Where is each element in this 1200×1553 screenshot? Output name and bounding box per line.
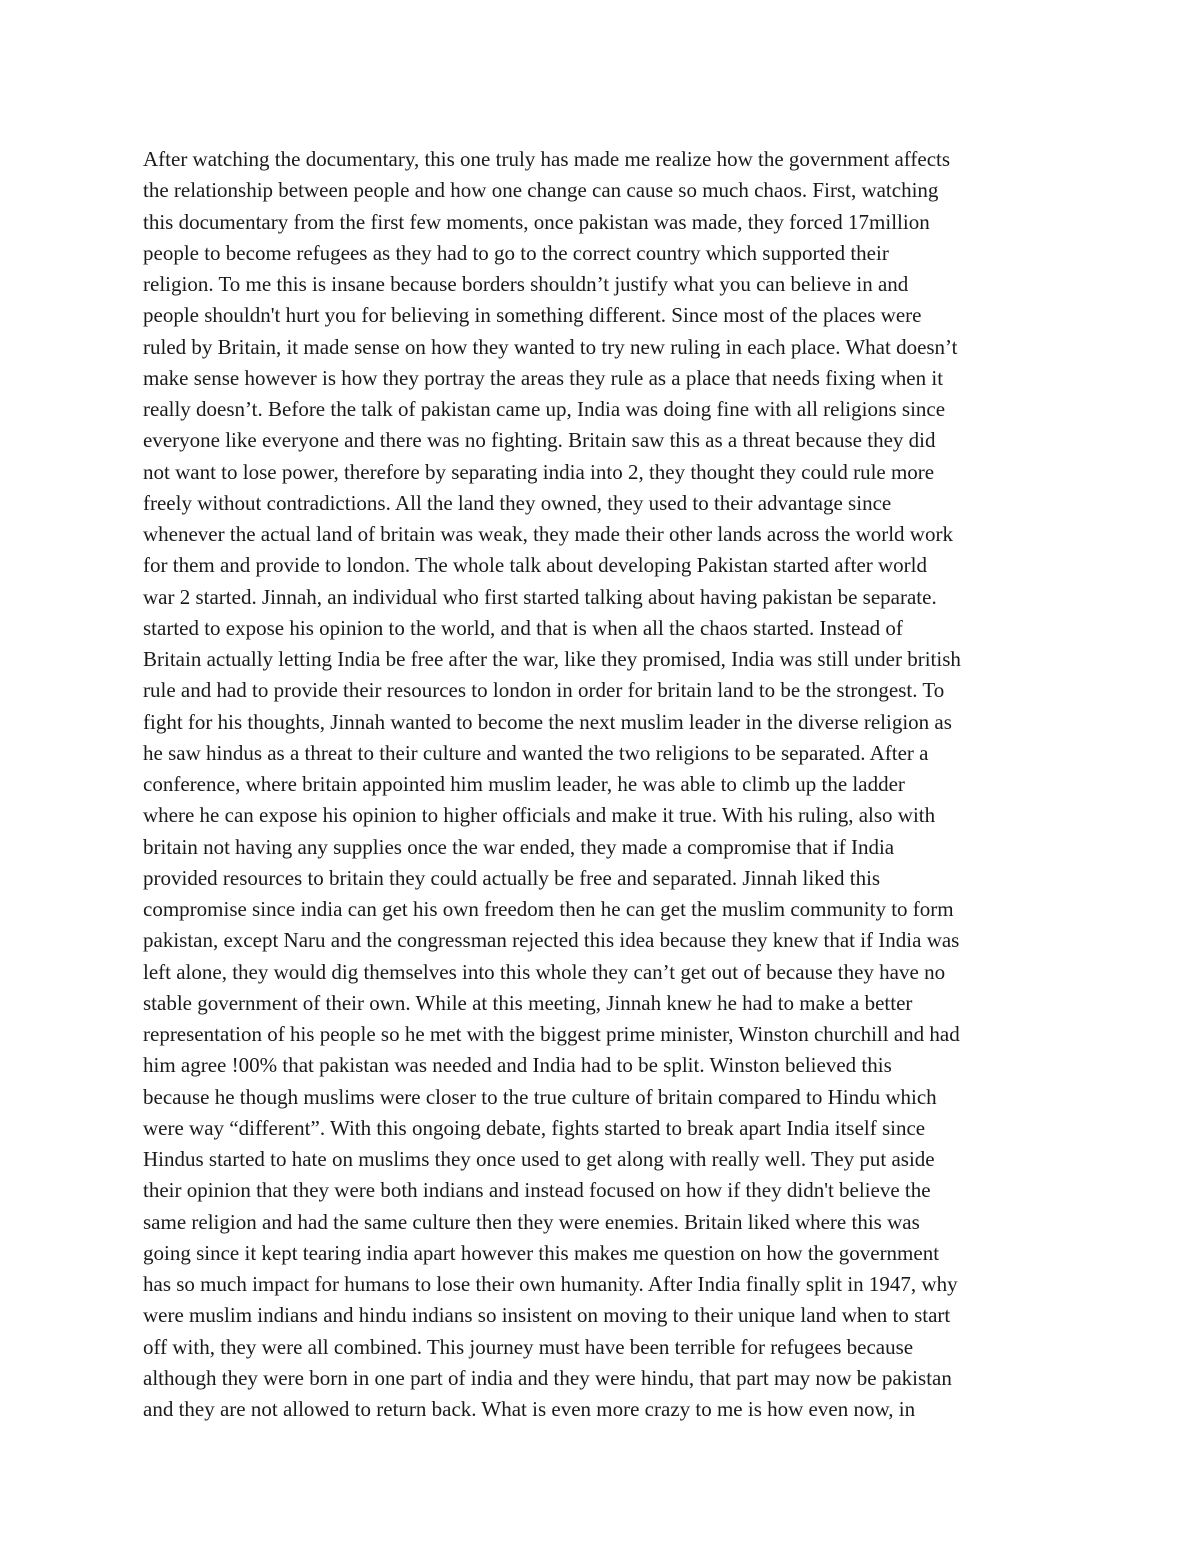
text-line: ruled by Britain, it made sense on how they wanted to try new ruling in each place. What doesn’t [143, 334, 958, 359]
text-line: Britain actually letting India be free after the war, like they promised, India was still under british [143, 647, 961, 671]
text-line: where he can expose his opinion to higher officials and make it true. With his ruling, also with [143, 803, 936, 828]
text-line: religion. To me this is insane because borders shouldn’t justify what you can believe in and [143, 272, 909, 296]
text-line: Hindus started to hate on muslims they once used to get along with really well. They put aside [143, 1147, 935, 1171]
text-line: started to expose his opinion to the world, and that is when all the chaos started. Instead of [143, 615, 903, 640]
text-line: because he though muslims were closer to the true culture of britain compared to Hindu which [143, 1084, 937, 1109]
text-line: although they were born in one part of india and they were hindu, that part may now be pakistan [143, 1365, 952, 1390]
text-line: really doesn’t. Before the talk of pakistan came up, India was doing fine with all religions since [143, 397, 946, 421]
text-line: left alone, they would dig themselves into this whole they can’t get out of because they have no [143, 959, 946, 984]
text-line: rule and had to provide their resources to london in order for britain land to be the strongest. To [143, 678, 945, 703]
text-line: representation of his people so he met with the biggest prime minister, Winston churchill and had [143, 1022, 960, 1046]
text-line: for them and provide to london. The whole talk about developing Pakistan started after world [143, 553, 928, 578]
text-line: same religion and had the same culture then they were enemies. Britain liked where this was [143, 1209, 920, 1234]
text-line: people shouldn't hurt you for believing in something different. Since most of the places were [143, 303, 922, 328]
text-line: pakistan, except Naru and the congressman rejected this idea because they knew that if India was [143, 928, 960, 953]
text-line: not want to lose power, therefore by separating india into 2, they thought they could rule more [143, 459, 935, 484]
text-line: and they are not allowed to return back. What is even more crazy to me is how even now, in [143, 1397, 916, 1421]
text-line: freely without contradictions. All the land they owned, they used to their advantage since [143, 490, 892, 515]
text-line: he saw hindus as a threat to their culture and wanted the two religions to be separated. After a [143, 740, 929, 765]
text-line: fight for his thoughts, Jinnah wanted to become the next muslim leader in the diverse religion as [143, 709, 952, 734]
text-line: their opinion that they were both indians and instead focused on how if they didn't believe the [143, 1178, 931, 1203]
text-line: war 2 started. Jinnah, an individual who first started talking about having pakistan be separate. [143, 584, 937, 609]
text-line: whenever the actual land of britain was weak, they made their other lands across the world work [143, 522, 953, 546]
text-line: has so much impact for humans to lose their own humanity. After India finally split in 1947, why [143, 1272, 958, 1296]
essay-body [143, 144, 1073, 1425]
text-line: provided resources to britain they could actually be free and separated. Jinnah liked this [143, 865, 881, 890]
text-line: him agree !00% that pakistan was needed and India had to be split. Winston believed this [143, 1053, 892, 1078]
text-line: were muslim indians and hindu indians so insistent on moving to their unique land when to start [143, 1303, 951, 1328]
text-line: make sense however is how they portray the areas they rule as a place that needs fixing when it [143, 365, 944, 390]
text-line: stable government of their own. While at this meeting, Jinnah knew he had to make a better [143, 990, 913, 1015]
text-line: everyone like everyone and there was no fighting. Britain saw this as a threat because they did [143, 428, 936, 453]
text-line: britain not having any supplies once the war ended, they made a compromise that if India [143, 834, 895, 859]
text-line: were way “different”. With this ongoing debate, fights started to break apart India itself since [143, 1115, 926, 1140]
text-line: people to become refugees as they had to go to the correct country which supported their [143, 240, 889, 265]
text-line: After watching the documentary, this one truly has made me realize how the government affects [143, 147, 951, 171]
text-line: this documentary from the first few moments, once pakistan was made, they forced 17million [143, 209, 930, 234]
text-line: off with, they were all combined. This journey must have been terrible for refugees because [143, 1334, 914, 1359]
text-line: going since it kept tearing india apart however this makes me question on how the government [143, 1240, 940, 1265]
text-line: the relationship between people and how one change can cause so much chaos. First, watching [143, 178, 939, 203]
text-line: conference, where britain appointed him muslim leader, he was able to climb up the ladder [143, 772, 905, 796]
text-line: compromise since india can get his own freedom then he can get the muslim community to form [143, 897, 954, 921]
